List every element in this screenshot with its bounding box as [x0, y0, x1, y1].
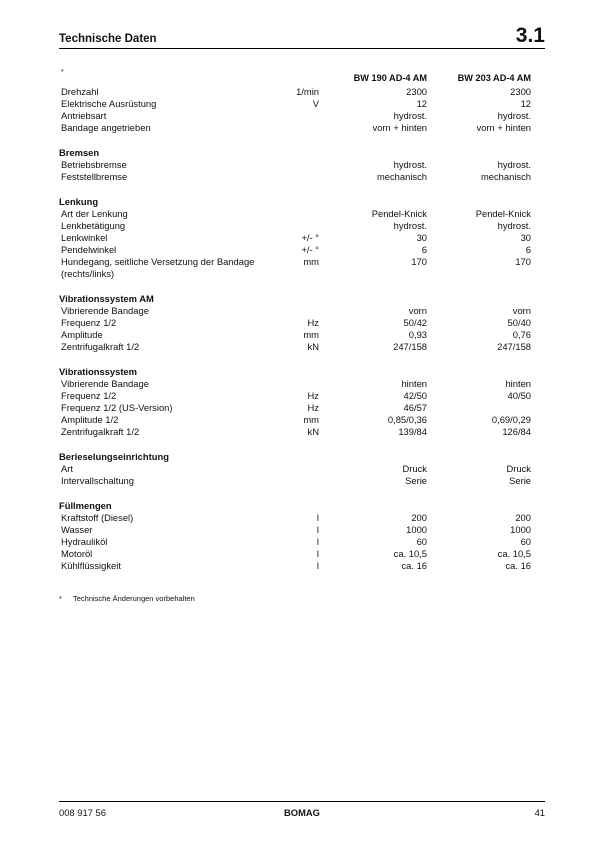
spec-label: Lenkbetätigung: [61, 220, 126, 231]
spec-unit: +/- °: [301, 232, 319, 243]
spec-row: [59, 98, 545, 110]
spec-unit: Hz: [307, 402, 319, 413]
spec-row: [59, 329, 545, 341]
spec-value-model2: Serie: [509, 475, 531, 486]
spec-value-model1: 50/42: [403, 317, 427, 328]
spec-value-model2: hydrost.: [497, 220, 531, 231]
spec-unit: kN: [307, 341, 319, 352]
spec-label: Zentrifugalkraft 1/2: [61, 426, 140, 437]
spec-value-model1: 139/84: [398, 426, 427, 437]
spec-value-model1: 6: [421, 244, 427, 255]
spec-unit: Hz: [307, 317, 319, 328]
spec-value-model1: hydrost.: [393, 159, 427, 170]
spec-value-model2: 247/158: [497, 341, 531, 352]
spec-value-model1: 30: [416, 232, 427, 243]
spec-value-model2: 170: [515, 256, 531, 267]
spec-unit: 1/min: [296, 86, 319, 97]
page-number: 41: [534, 807, 545, 818]
spec-value-model1: Pendel-Knick: [371, 208, 427, 219]
brand-name: BOMAG: [284, 807, 320, 818]
spec-label: Vibrierende Bandage: [61, 378, 149, 389]
spec-unit: l: [316, 536, 319, 547]
section-title: Vibrationssystem: [59, 366, 137, 377]
spec-label: Amplitude: [61, 329, 103, 340]
section-number: 3.1: [515, 24, 545, 47]
spec-value-model1: 1000: [406, 524, 427, 535]
spec-row: [59, 548, 545, 560]
spec-value-model2: hydrost.: [497, 159, 531, 170]
spec-row: [59, 208, 545, 220]
spec-label: Art: [61, 463, 73, 474]
spec-row: [59, 159, 545, 171]
spec-row: [59, 414, 545, 426]
spec-value-model1: Serie: [405, 475, 427, 486]
spec-label: Vibrierende Bandage: [61, 305, 149, 316]
spec-value-model2: vorn: [512, 305, 531, 316]
spec-unit: l: [316, 560, 319, 571]
spec-label: Hydrauliköl: [61, 536, 108, 547]
section-title: Füllmengen: [59, 500, 112, 511]
spec-row: [59, 171, 545, 183]
spec-value-model1: 247/158: [393, 341, 427, 352]
spec-row: [59, 390, 545, 402]
spec-value-model1: hydrost.: [393, 110, 427, 121]
spec-label: Zentrifugalkraft 1/2: [61, 341, 140, 352]
spec-value-model2: ca. 10,5: [497, 548, 531, 559]
spec-label: Elektrische Ausrüstung: [61, 98, 157, 109]
spec-unit: l: [316, 512, 319, 523]
spec-value-model2: 0,76: [512, 329, 531, 340]
spec-label: Wasser: [61, 524, 93, 535]
spec-unit: mm: [303, 414, 319, 425]
spec-row: [59, 512, 545, 524]
spec-row: [59, 378, 545, 390]
spec-value-model2: vorn + hinten: [476, 122, 531, 133]
spec-value-model2: ca. 16: [505, 560, 531, 571]
spec-table: [59, 86, 545, 572]
spec-unit: mm: [303, 256, 319, 267]
spec-row: [59, 220, 545, 232]
spec-row: [59, 560, 545, 572]
spec-value-model2: 1000: [510, 524, 531, 535]
spec-row: [59, 256, 545, 280]
spec-label: Frequenz 1/2: [61, 317, 117, 328]
spec-value-model2: mechanisch: [480, 171, 531, 182]
spec-row: [59, 402, 545, 414]
spec-label: Feststellbremse: [61, 171, 128, 182]
spec-value-model2: 126/84: [502, 426, 531, 437]
spec-label: Intervallschaltung: [61, 475, 134, 486]
spec-unit: Hz: [307, 390, 319, 401]
spec-value-model2: 200: [515, 512, 531, 523]
spec-value-model2: 30: [520, 232, 531, 243]
spec-row: [59, 86, 545, 98]
footnote-text: Technische Änderungen vorbehalten: [73, 594, 195, 603]
spec-unit: l: [316, 524, 319, 535]
spec-unit: l: [316, 548, 319, 559]
spec-value-model1: 46/57: [403, 402, 427, 413]
section-title: Vibrationssystem AM: [59, 293, 154, 304]
document-number: 008 917 56: [59, 807, 106, 818]
spec-value-model2: 60: [520, 536, 531, 547]
spec-value-model2: 6: [525, 244, 531, 255]
spec-label: Hundegang, seitliche Versetzung der Bandage (rechts/links): [61, 256, 255, 279]
spec-label: Lenkwinkel: [61, 232, 108, 243]
spec-label: Amplitude 1/2: [61, 414, 119, 425]
spec-value-model1: vorn + hinten: [372, 122, 427, 133]
spec-label: Frequenz 1/2 (US-Version): [61, 402, 173, 413]
spec-row: [59, 232, 545, 244]
footnote-marker-top: *: [61, 69, 64, 76]
spec-value-model1: 170: [411, 256, 427, 267]
spec-row: [59, 426, 545, 438]
spec-row: [59, 341, 545, 353]
spec-value-model1: 42/50: [403, 390, 427, 401]
spec-value-model1: 60: [416, 536, 427, 547]
spec-row: [59, 536, 545, 548]
spec-value-model1: mechanisch: [376, 171, 427, 182]
spec-value-model1: 0,93: [408, 329, 427, 340]
spec-label: Drehzahl: [61, 86, 99, 97]
spec-value-model2: hinten: [505, 378, 531, 389]
spec-value-model1: 2300: [406, 86, 427, 97]
spec-unit: +/- °: [301, 244, 319, 255]
spec-value-model1: Druck: [402, 463, 427, 474]
spec-row: [59, 524, 545, 536]
page-header: [59, 24, 545, 49]
spec-value-model1: ca. 16: [401, 560, 427, 571]
spec-row: [59, 463, 545, 475]
spec-label: Kraftstoff (Diesel): [61, 512, 134, 523]
column-header-model2: BW 203 AD-4 AM: [457, 73, 531, 83]
page-footer: [59, 801, 545, 820]
spec-label: Bandage angetrieben: [61, 122, 151, 133]
column-header-model1: BW 190 AD-4 AM: [353, 73, 427, 83]
spec-value-model2: 12: [520, 98, 531, 109]
spec-label: Pendelwinkel: [61, 244, 117, 255]
spec-row: [59, 305, 545, 317]
spec-label: Kühlflüssigkeit: [61, 560, 121, 571]
spec-unit: mm: [303, 329, 319, 340]
spec-value-model1: 12: [416, 98, 427, 109]
spec-value-model2: 2300: [510, 86, 531, 97]
section-title: Berieselungseinrichtung: [59, 451, 169, 462]
footnote: [59, 594, 195, 603]
column-headers: [59, 73, 545, 85]
spec-label: Motoröl: [61, 548, 93, 559]
spec-value-model2: Druck: [506, 463, 531, 474]
spec-value-model1: 0,85/0,36: [387, 414, 427, 425]
spec-row: [59, 244, 545, 256]
spec-value-model1: ca. 10,5: [393, 548, 427, 559]
spec-row: [59, 110, 545, 122]
spec-label: Art der Lenkung: [61, 208, 128, 219]
spec-value-model1: vorn: [408, 305, 427, 316]
section-title: Lenkung: [59, 196, 99, 207]
spec-value-model2: hydrost.: [497, 110, 531, 121]
spec-row: [59, 475, 545, 487]
spec-label: Frequenz 1/2: [61, 390, 117, 401]
spec-unit: kN: [307, 426, 319, 437]
spec-row: [59, 122, 545, 134]
section-title: Bremsen: [59, 147, 100, 158]
spec-value-model2: 40/50: [507, 390, 531, 401]
footnote-marker: *: [59, 594, 62, 603]
spec-value-model2: Pendel-Knick: [475, 208, 531, 219]
spec-label: Betriebsbremse: [61, 159, 127, 170]
spec-value-model1: hydrost.: [393, 220, 427, 231]
spec-row: [59, 317, 545, 329]
spec-value-model1: hinten: [401, 378, 427, 389]
page-title: Technische Daten: [59, 33, 157, 45]
spec-value-model2: 50/40: [507, 317, 531, 328]
spec-value-model2: 0,69/0,29: [491, 414, 531, 425]
spec-value-model1: 200: [411, 512, 427, 523]
spec-unit: V: [312, 98, 319, 109]
spec-label: Antriebsart: [61, 110, 107, 121]
